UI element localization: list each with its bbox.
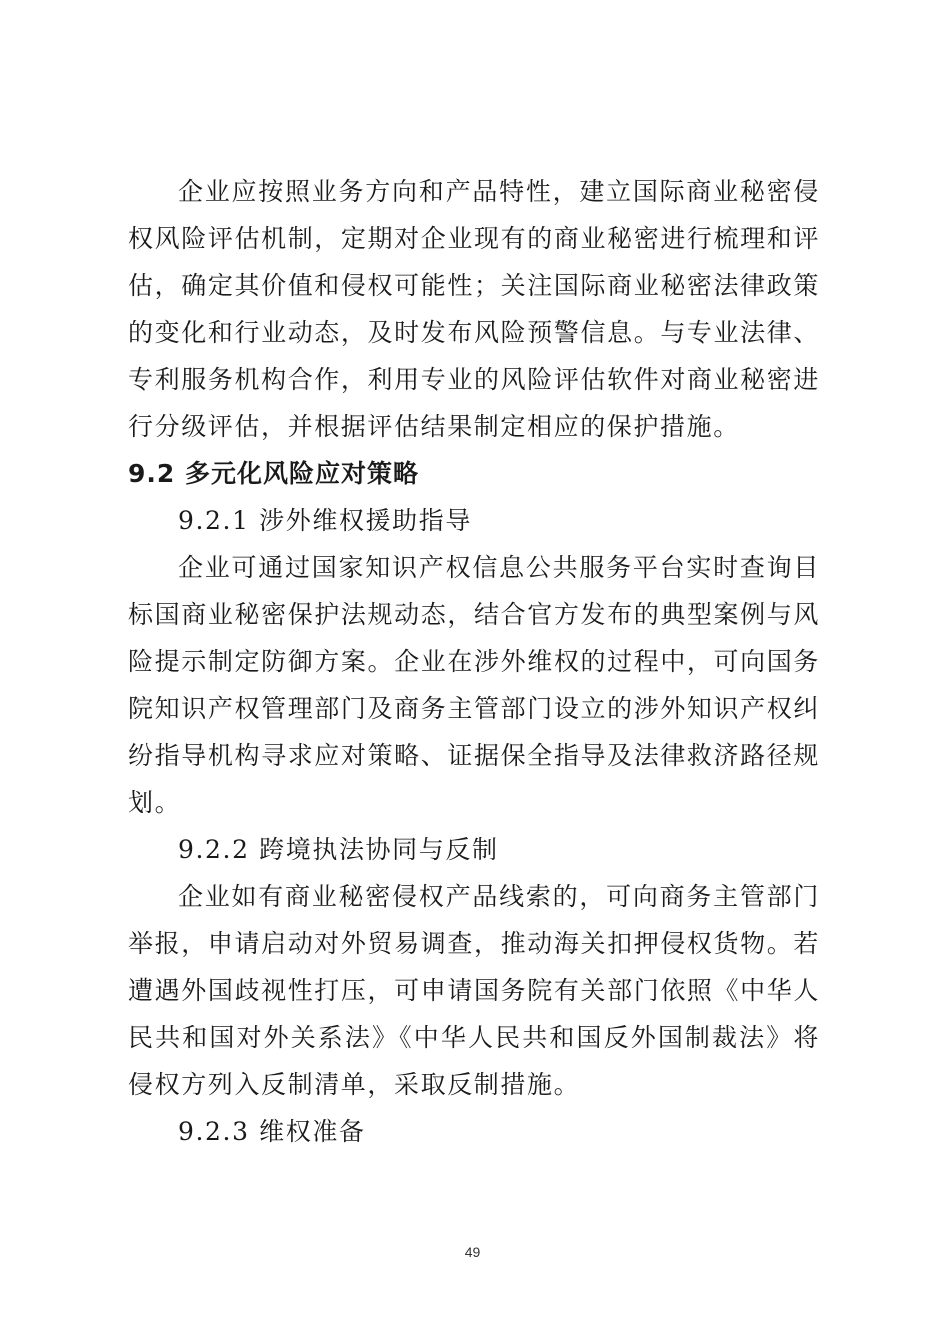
subsection-heading-9-2-2: 9.2.2 跨境执法协同与反制 bbox=[178, 835, 499, 864]
page-content bbox=[128, 168, 820, 1155]
paragraph-risk-assessment: 企业应按照业务方向和产品特性，建立国际商业秘密侵权风险评估机制，定期对企业现有的商业秘密进行梳理和评估，确定其价值和侵权可能性；关注国际商业秘密法律政策的变化和行业动态，及时发布风险预警信息。与专业法律、专利服务机构合作，利用专业的风险评估软件对商业秘密进行分级评估，并根据评估结果制定相应的保护措施。 bbox=[128, 177, 820, 441]
subsection-heading-9-2-1: 9.2.1 涉外维权援助指导 bbox=[178, 506, 472, 535]
page-number: 49 bbox=[464, 1244, 481, 1260]
subsection-heading-9-2-3: 9.2.3 维权准备 bbox=[178, 1117, 366, 1146]
paragraph-cross-border-enforcement: 企业如有商业秘密侵权产品线索的，可向商务主管部门举报，申请启动对外贸易调查，推动海关扣押侵权货物。若遭遇外国歧视性打压，可申请国务院有关部门依照《中华人民共和国对外关系法》《中华人民共和国反外国制裁法》将侵权方列入反制清单，采取反制措施。 bbox=[128, 882, 820, 1099]
section-heading-9-2: 9.2 多元化风险应对策略 bbox=[128, 459, 419, 488]
paragraph-foreign-rights-guidance: 企业可通过国家知识产权信息公共服务平台实时查询目标国商业秘密保护法规动态，结合官方发布的典型案例与风险提示制定防御方案。企业在涉外维权的过程中，可向国务院知识产权管理部门及商务主管部门设立的涉外知识产权纠纷指导机构寻求应对策略、证据保全指导及法律救济路径规划。 bbox=[128, 553, 820, 817]
